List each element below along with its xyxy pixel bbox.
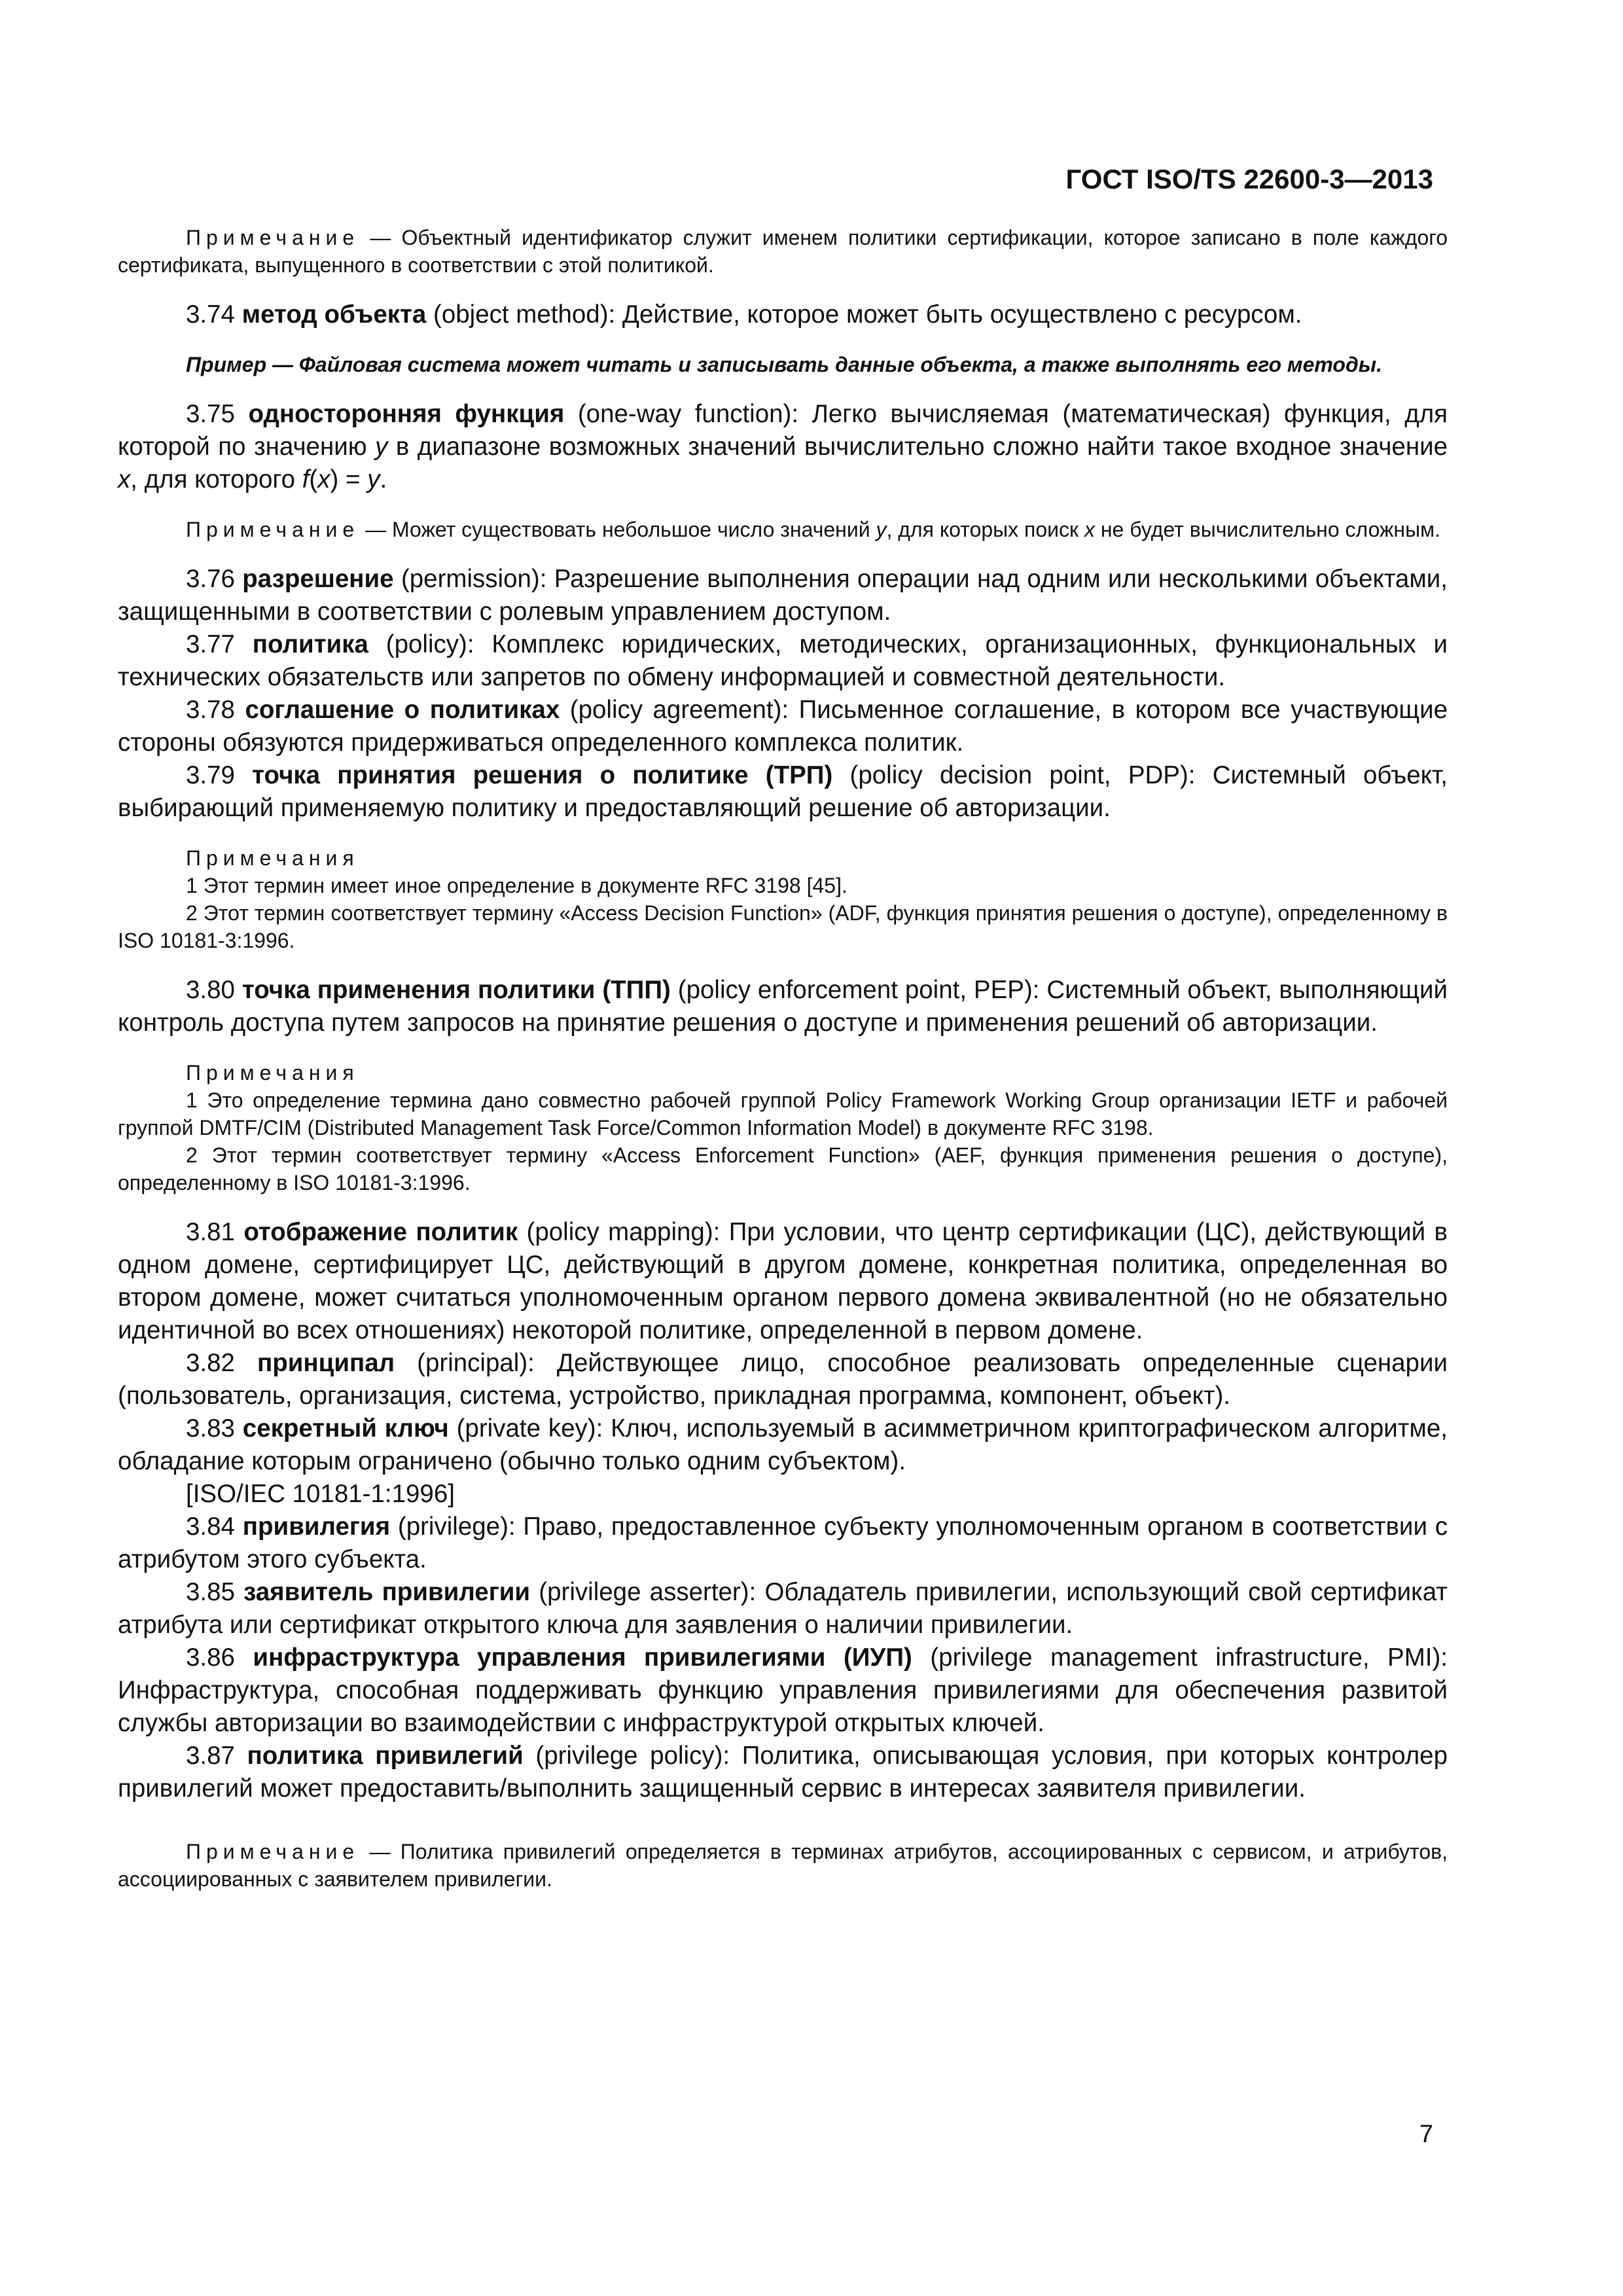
page-number: 7 (1419, 2121, 1433, 2148)
term-definition: (policy enforcement point, PEP): Системный объект, выполняющий контроль доступа путем запросов на принятие решения о доступе и применения решений об авторизации. (118, 976, 1448, 1037)
math-variable: x (1084, 518, 1095, 541)
term-name: привилегия (242, 1513, 391, 1541)
term-3-84 (118, 1511, 1448, 1576)
math-variable: x (118, 465, 131, 493)
term-3-81 (118, 1216, 1448, 1347)
term-number: 3.84 (186, 1513, 235, 1541)
math-variable: y (375, 433, 388, 461)
term-3-80 (118, 974, 1448, 1039)
term-number: 3.74 (186, 300, 235, 329)
term-number: 3.87 (186, 1742, 235, 1770)
term-definition: (privilege asserter): Обладатель привилегии, использующий свой сертификат атрибута или сертификат открытого ключа для заявления о наличии привилегии. (118, 1578, 1448, 1639)
term-number: 3.82 (186, 1349, 235, 1377)
term-definition: (private key): Ключ, используемый в асимметричном криптографическом алгоритме, обладание которым ограничено (обычно только одним субъектом). (118, 1414, 1448, 1475)
math-variable: y (876, 518, 887, 541)
term-number: 3.85 (186, 1578, 235, 1606)
note-label: Примечание (186, 226, 360, 249)
term-definition-part: в диапазоне возможных значений вычислительно сложно найти такое входное значение (395, 433, 1448, 461)
term-number: 3.78 (186, 696, 235, 724)
term-name: односторонняя функция (248, 400, 565, 428)
term-3-78 (118, 694, 1448, 759)
term-3-82 (118, 1347, 1448, 1412)
term-name: отображение политик (243, 1218, 518, 1246)
term-3-87 (118, 1740, 1448, 1805)
math-variable: x (317, 465, 330, 493)
term-name: заявитель привилегии (243, 1578, 531, 1606)
term-reference: [ISO/IEC 10181-1:1996] (186, 1480, 455, 1508)
term-3-85 (118, 1576, 1448, 1641)
term-definition-part: . (380, 465, 387, 493)
term-number: 3.76 (186, 565, 235, 593)
term-3-75 (118, 398, 1448, 496)
note-3-79-2: 2 Этот термин соответствует термину «Access Decision Function» (ADF, функция принятия решения о доступе), определенному в ISO 10181-3:1996. (118, 901, 1448, 952)
term-number: 3.80 (186, 976, 235, 1004)
term-3-74 (118, 298, 1448, 331)
term-3-79 (118, 759, 1448, 825)
example-text: Пример — Файловая система может читать и записывать данные объекта, а также выполнять его методы. (186, 353, 1382, 376)
term-definition-part: (one-way function): Легко вычисляемая (математическая) функция, для которой по значению (118, 400, 1448, 461)
term-name: политика (252, 630, 368, 658)
note-3-75 (118, 516, 1448, 543)
note-3-80-1: 1 Это определение термина дано совместно рабочей группой Policy Framework Working Group организации IETF и рабочей группой DMTF/CIM (Distributed Management Task Force/Common Information Model) в документе RFC 3198. (118, 1088, 1448, 1139)
note-text: не будет вычислительно сложным. (1100, 518, 1440, 541)
term-3-76 (118, 563, 1448, 628)
term-name: политика привилегий (247, 1742, 524, 1770)
math-variable: f (302, 465, 310, 493)
notes-heading (118, 844, 1448, 872)
term-definition-part: , для которого (130, 465, 296, 493)
notes-label: Примечания (186, 846, 359, 870)
note-object-identifier (118, 224, 1448, 279)
term-definition: (privilege): Право, предоставленное субъекту уполномоченным органом в соответствии с атрибутом этого субъекта. (118, 1513, 1448, 1573)
term-number: 3.77 (186, 630, 235, 658)
term-name: метод объекта (241, 300, 427, 329)
document-header: ГОСТ ISO/TS 22600-3—2013 (1065, 164, 1433, 194)
term-3-77 (118, 628, 1448, 694)
term-name: соглашение о политиках (245, 696, 560, 724)
term-definition-part: ) = (330, 465, 361, 493)
term-definition: (policy): Комплекс юридических, методических, организационных, функциональных и технических обязательств или запретов по обмену информацией и совместной деятельности. (118, 630, 1448, 691)
example-block (118, 351, 1448, 378)
note-label: Примечание (186, 518, 360, 541)
term-definition: (privilege policy): Политика, описывающая условия, при которых контролер привилегий может предоставить/выполнить защищенный сервис в интересах заявителя привилегии. (118, 1742, 1448, 1803)
term-definition: (object method): Действие, которое может быть осуществлено с ресурсом. (433, 300, 1302, 329)
term-number: 3.81 (186, 1218, 235, 1246)
term-definition: (permission): Разрешение выполнения операции над одним или несколькими объектами, защищенными в соответствии с ролевым управлением доступом. (118, 565, 1448, 626)
term-definition: (policy agreement): Письменное соглашение, в котором все участвующие стороны обязуются придерживаться определенного комплекса политик. (118, 696, 1448, 757)
note-3-80-2: 2 Этот термин соответствует термину «Access Enforcement Function» (AEF, функция применения решения о доступе), определенному в ISO 10181-3:1996. (118, 1143, 1448, 1194)
term-name: разрешение (242, 565, 394, 593)
term-name: точка применения политики (ТПП) (241, 976, 671, 1004)
term-name: секретный ключ (242, 1414, 449, 1443)
term-name: инфраструктура управления привилегиями (ИУП) (253, 1643, 912, 1672)
term-definition-part: ( (309, 465, 318, 493)
notes-heading (118, 1059, 1448, 1086)
note-text: — Объектный идентификатор служит именем политики сертификации, которое записано в поле каждого сертификата, выпущенного в соответствии с этой политикой. (118, 226, 1448, 277)
term-name: принципал (257, 1349, 395, 1377)
term-definition: (privilege management infrastructure, PMI): Инфраструктура, способная поддерживать функцию управления привилегиями для обеспечения развитой службы авторизации во взаимодействии с инфраструктурой открытых ключей. (118, 1643, 1448, 1737)
term-definition: (policy mapping): При условии, что центр сертификации (ЦС), действующий в одном домене, сертифицирует ЦС, действующий в другом домене, конкретная политика, определенная во втором домене, может считаться уполномоченным органом первого домена эквивалентной (но не обязательно идентичной во всех отношениях) некоторой политике, определенной в первом домене. (118, 1218, 1448, 1344)
term-3-86 (118, 1641, 1448, 1740)
term-name: точка принятия решения о политике (ТРП) (252, 761, 833, 789)
note-text: — Может существовать небольшое число значений (365, 518, 870, 541)
document-body (118, 224, 1448, 1893)
term-number: 3.86 (186, 1643, 235, 1672)
term-3-83 (118, 1412, 1448, 1478)
note-3-79-1: 1 Этот термин имеет иное определение в документе RFC 3198 [45]. (186, 874, 847, 897)
note-label: Примечание (186, 1840, 360, 1863)
term-definition: (policy decision point, PDP): Системный объект, выбирающий применяемую политику и предоставляющий решение об авторизации. (118, 761, 1448, 822)
note-text: , для которых поиск (886, 518, 1079, 541)
note-text: — Политика привилегий определяется в терминах атрибутов, ассоциированных с сервисом, и атрибутов, ассоциированных с заявителем привилегии. (118, 1840, 1448, 1891)
term-number: 3.79 (186, 761, 235, 789)
math-variable: y (367, 465, 380, 493)
note-3-87 (118, 1838, 1448, 1893)
notes-label: Примечания (186, 1061, 359, 1085)
term-definition: (principal): Действующее лицо, способное реализовать определенные сценарии (пользователь, организация, система, устройство, прикладная программа, компонент, объект). (118, 1349, 1448, 1410)
term-number: 3.83 (186, 1414, 235, 1443)
term-number: 3.75 (186, 400, 235, 428)
